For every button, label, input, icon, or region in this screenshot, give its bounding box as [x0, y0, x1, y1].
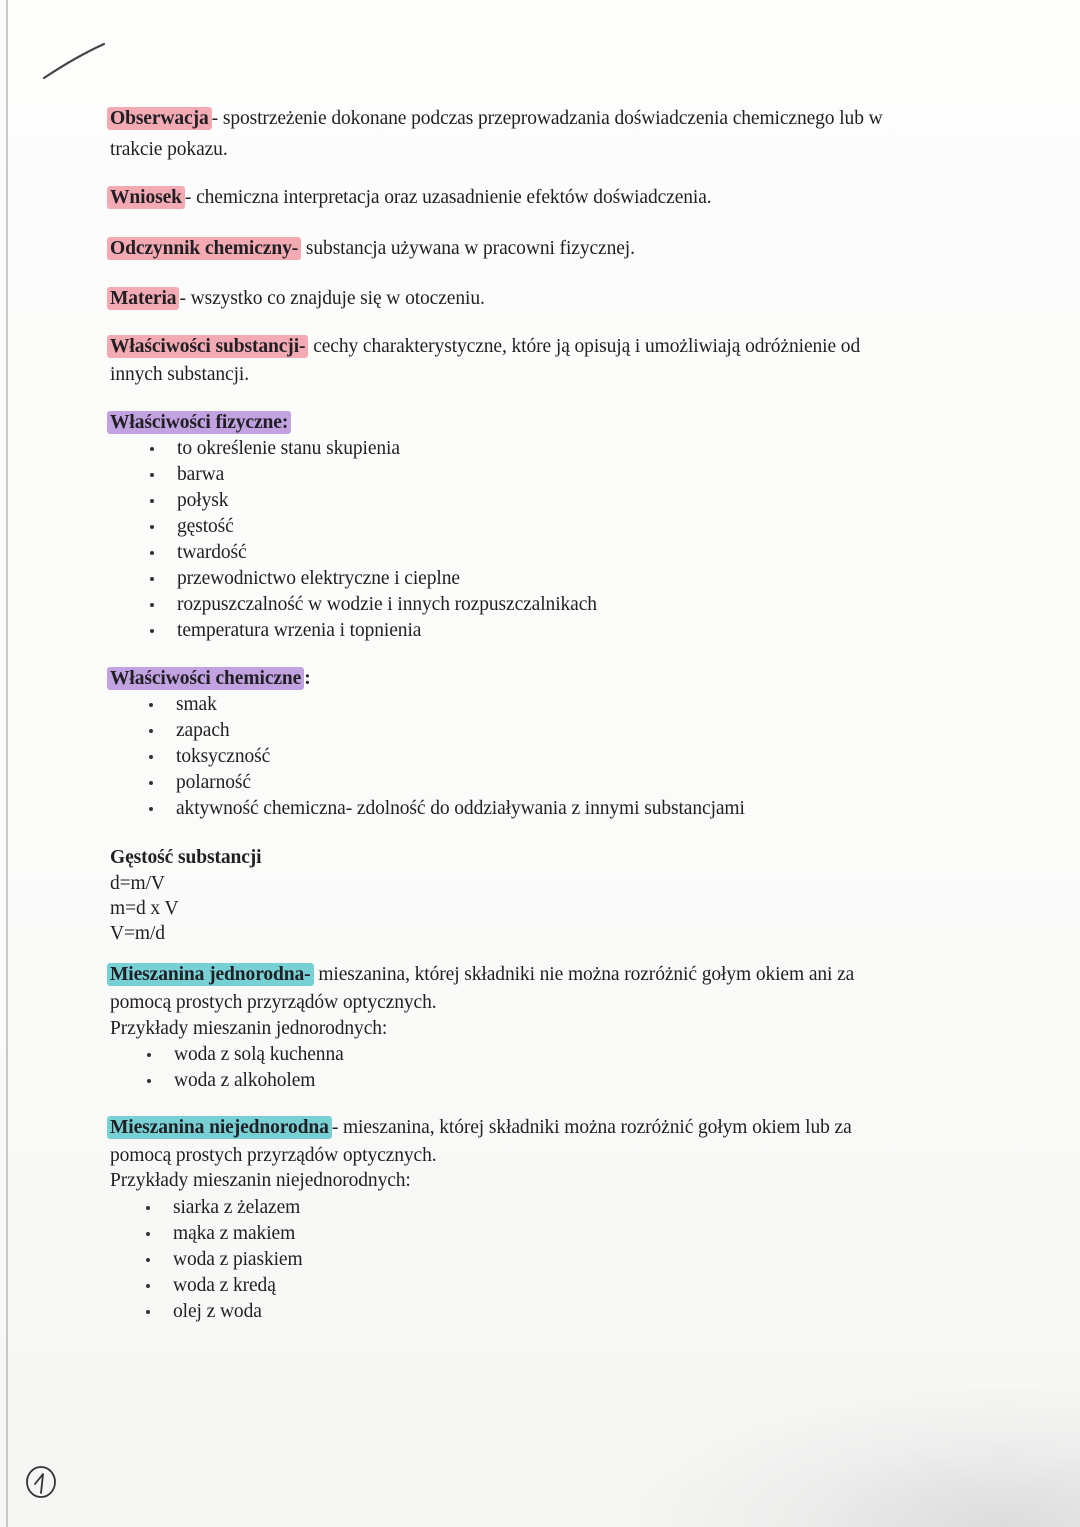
- heterogeneous-examples-list: [173, 1195, 303, 1325]
- bullet-icon: [149, 781, 153, 785]
- list-item-text: przewodnictwo elektryczne i cieplne: [177, 568, 460, 589]
- list-item-text: aktywność chemiczna- zdolność do oddziaływania z innymi substancjami: [176, 798, 745, 819]
- density-formula-m: m=d x V: [110, 898, 179, 919]
- definition-reagent-text: substancja używana w pracowni fizycznej.: [301, 238, 635, 259]
- page-edge-line: [6, 0, 8, 1527]
- list-item-text: rozpuszczalność w wodzie i innych rozpuszczalnikach: [177, 594, 597, 615]
- density-formula-v: V=m/d: [110, 923, 165, 944]
- definition-reagent: [110, 236, 635, 262]
- density-heading: Gęstość substancji: [110, 847, 262, 868]
- physical-properties-title: Właściwości fizyczne:: [107, 411, 291, 434]
- list-item: [177, 618, 597, 644]
- list-item-text: to określenie stanu skupienia: [177, 438, 400, 459]
- chemical-properties-colon: :: [304, 668, 311, 689]
- homogeneous-mixture-line2: pomocą prostych przyrządów optycznych.: [110, 992, 437, 1013]
- bullet-icon: [146, 1232, 150, 1236]
- bullet-icon: [146, 1258, 150, 1262]
- list-item-text: woda z kredą: [173, 1275, 276, 1296]
- list-item: [173, 1221, 303, 1247]
- term-reagent: Odczynnik chemiczny-: [107, 237, 301, 260]
- list-item-text: siarka z żelazem: [173, 1197, 301, 1218]
- list-item: [174, 1068, 344, 1094]
- bullet-icon: [146, 1310, 150, 1314]
- heterogeneous-mixture-text: - mieszanina, której składniki można rozróżnić gołym okiem lub za: [331, 1117, 852, 1138]
- bullet-icon: [149, 729, 153, 733]
- bullet-icon: [150, 525, 154, 529]
- homogeneous-mixture-definition: [110, 962, 854, 988]
- definition-properties-text: cechy charakterystyczne, które ją opisują i umożliwiają odróżnienie od: [308, 336, 861, 357]
- list-item: [177, 592, 597, 618]
- list-item: [176, 744, 745, 770]
- list-item: [177, 540, 597, 566]
- list-item-text: olej z woda: [173, 1301, 262, 1322]
- heterogeneous-examples-label: Przykłady mieszanin niejednorodnych:: [110, 1170, 411, 1191]
- bullet-icon: [146, 1284, 150, 1288]
- list-item: [177, 514, 597, 540]
- scan-shadow: [640, 1387, 1080, 1527]
- definition-matter: [110, 286, 485, 312]
- list-item-text: woda z piaskiem: [173, 1249, 303, 1270]
- bullet-icon: [150, 629, 154, 633]
- list-item-text: toksyczność: [176, 746, 271, 767]
- term-matter: Materia: [107, 287, 179, 310]
- definition-conclusion-text: - chemiczna interpretacja oraz uzasadnienie efektów doświadczenia.: [184, 187, 712, 208]
- list-item: [173, 1273, 303, 1299]
- bullet-icon: [146, 1206, 150, 1210]
- list-item: [177, 462, 597, 488]
- list-item: [177, 436, 597, 462]
- chemical-properties-list: [176, 692, 745, 822]
- definition-observation-line2: trakcie pokazu.: [110, 139, 228, 160]
- heterogeneous-mixture-line2: pomocą prostych przyrządów optycznych.: [110, 1145, 437, 1166]
- bullet-icon: [150, 473, 154, 477]
- bullet-icon: [150, 499, 154, 503]
- list-item: [176, 770, 745, 796]
- term-heterogeneous-mixture: Mieszanina niejednorodna: [107, 1116, 332, 1139]
- list-item-text: woda z alkoholem: [174, 1070, 316, 1091]
- definition-observation: [110, 106, 883, 132]
- chemical-properties-title: Właściwości chemiczne: [107, 667, 304, 690]
- heterogeneous-mixture-definition: [110, 1115, 852, 1141]
- list-item-text: temperatura wrzenia i topnienia: [177, 620, 422, 641]
- bullet-icon: [150, 603, 154, 607]
- bullet-icon: [150, 577, 154, 581]
- definition-properties-line2: innych substancji.: [110, 364, 250, 385]
- chemical-properties-heading: [110, 666, 311, 692]
- list-item-text: smak: [176, 694, 217, 715]
- homogeneous-mixture-text: mieszanina, której składniki nie można rozróżnić gołym okiem ani za: [313, 964, 855, 985]
- list-item: [173, 1247, 303, 1273]
- list-item: [176, 692, 745, 718]
- list-item-text: twardość: [177, 542, 247, 563]
- list-item-text: gęstość: [177, 516, 234, 537]
- bullet-icon: [150, 447, 154, 451]
- list-item: [177, 488, 597, 514]
- list-item: [176, 796, 745, 822]
- list-item-text: woda z solą kuchenna: [174, 1044, 344, 1065]
- definition-conclusion: [110, 185, 712, 211]
- bullet-icon: [147, 1079, 151, 1083]
- term-conclusion: Wniosek: [107, 186, 185, 209]
- list-item-text: polarność: [176, 772, 251, 793]
- list-item: [174, 1042, 344, 1068]
- list-item: [177, 566, 597, 592]
- definition-properties: [110, 334, 860, 360]
- bullet-icon: [150, 551, 154, 555]
- physical-properties-heading: [110, 410, 291, 436]
- list-item-text: barwa: [177, 464, 225, 485]
- homogeneous-examples-label: Przykłady mieszanin jednorodnych:: [110, 1018, 388, 1039]
- bullet-icon: [149, 703, 153, 707]
- bullet-icon: [149, 755, 153, 759]
- list-item-text: połysk: [177, 490, 229, 511]
- definition-observation-text: - spostrzeżenie dokonane podczas przeprowadzania doświadczenia chemicznego lub w: [211, 108, 883, 129]
- density-formula-d: d=m/V: [110, 873, 165, 894]
- list-item: [173, 1195, 303, 1221]
- list-item-text: mąka z makiem: [173, 1223, 296, 1244]
- list-item: [176, 718, 745, 744]
- list-item: [173, 1299, 303, 1325]
- homogeneous-examples-list: [174, 1042, 344, 1094]
- circled-page-number-icon: [22, 1462, 62, 1502]
- definition-matter-text: - wszystko co znajduje się w otoczeniu.: [179, 288, 485, 309]
- term-properties: Właściwości substancji-: [107, 335, 308, 358]
- pen-stroke-icon: [40, 40, 110, 82]
- term-homogeneous-mixture: Mieszanina jednorodna-: [107, 963, 314, 986]
- list-item-text: zapach: [176, 720, 230, 741]
- physical-properties-list: [177, 436, 597, 644]
- bullet-icon: [147, 1053, 151, 1057]
- bullet-icon: [149, 807, 153, 811]
- term-observation: Obserwacja: [107, 107, 212, 130]
